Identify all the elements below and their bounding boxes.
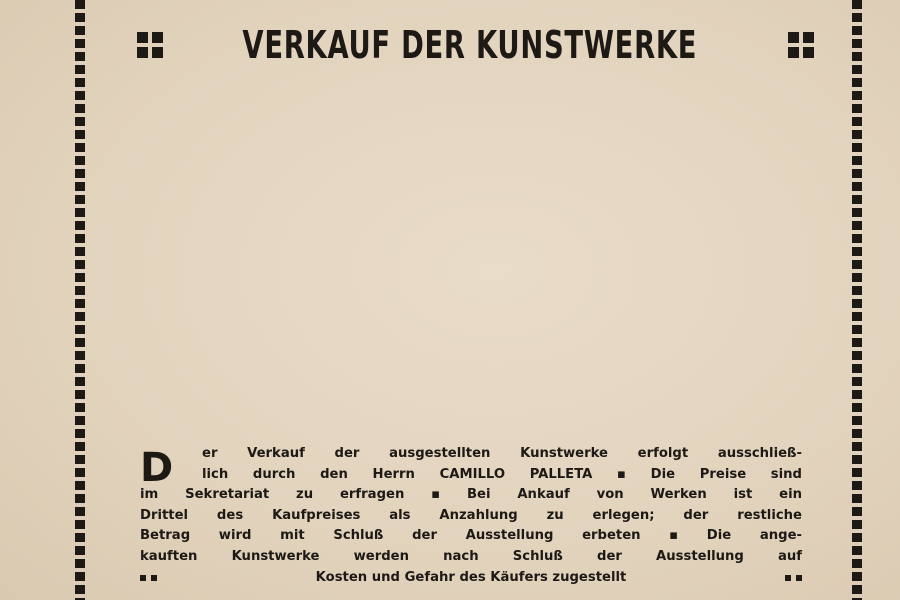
sales-notice xyxy=(140,444,802,588)
notice-line: kauften Kunstwerke werden nach Schluß der Ausstellung auf xyxy=(140,548,802,564)
notice-line: im Sekretariat zu erfragen ▪ Bei Ankauf von Werken ist ein xyxy=(140,487,802,503)
square-marks-icon xyxy=(772,575,802,581)
square-marks-icon xyxy=(140,575,170,581)
page-title: VERKAUF DER KUNSTWERKE xyxy=(242,23,698,67)
notice-line: lich durch den Herrn CAMILLO PALLETA ▪ Die Preise sind xyxy=(202,466,802,482)
drop-cap: D xyxy=(140,445,174,491)
notice-last-line: Kosten und Gefahr des Käufers zugestellt xyxy=(140,568,802,589)
square-ornament-icon xyxy=(135,30,154,60)
notice-line: Betrag wird mit Schluß der Ausstellung erbeten ▪ Die ange- xyxy=(140,528,802,544)
square-ornament-icon xyxy=(786,30,805,60)
left-dotted-border xyxy=(75,0,85,600)
notice-line: er Verkauf der ausgestellten Kunstwerke erfolgt ausschließ- xyxy=(202,446,802,461)
heading-row xyxy=(135,22,805,68)
notice-line: Drittel des Kaufpreises als Anzahlung zu erlegen; der restliche xyxy=(140,507,802,523)
right-dotted-border xyxy=(852,0,862,600)
